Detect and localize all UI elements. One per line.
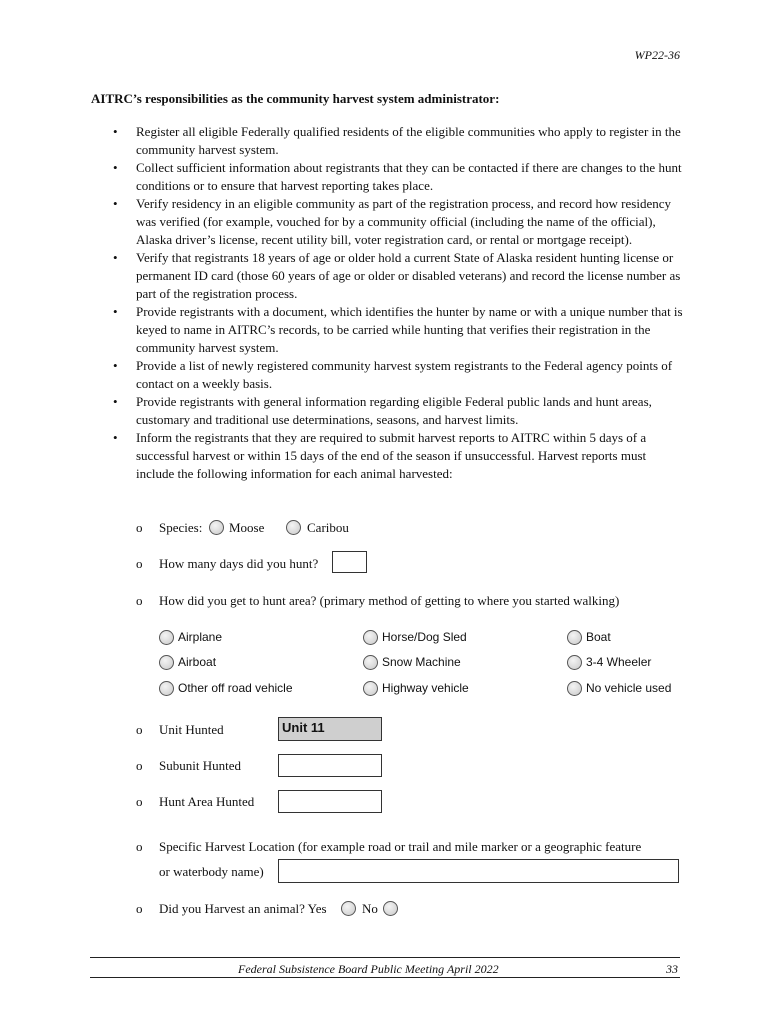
list-item: • Provide registrants with a document, which identifies the hunter by name or with a unique number that is keyed to name in AITRC’s records, to be carried while hunting that verifies their registration in the community harvest system. xyxy=(136,303,684,357)
radio-icon[interactable] xyxy=(567,630,582,645)
location-input[interactable] xyxy=(278,859,679,883)
transport-option-other-off-road[interactable] xyxy=(159,679,293,697)
caribou-radio[interactable] xyxy=(286,520,301,535)
list-item: • Verify residency in an eligible community as part of the registration process, and record how residency was verified (for example, vouched for by a community official (including the name of the official), Alaska driver’s license, recent utility bill, voter registration card, or rental or mortgage receipt). xyxy=(136,195,684,249)
radio-icon[interactable] xyxy=(567,655,582,670)
option-label: Boat xyxy=(586,630,611,644)
transport-option-highway-vehicle[interactable] xyxy=(363,679,469,697)
sub-marker: o xyxy=(136,758,143,773)
transport-option-boat[interactable] xyxy=(567,628,611,646)
unit-input[interactable]: Unit 11 xyxy=(278,717,382,741)
radio-icon[interactable] xyxy=(159,630,174,645)
days-input[interactable] xyxy=(332,551,367,573)
harvested-label: Did you Harvest an animal? Yes xyxy=(159,901,327,916)
days-label: How many days did you hunt? xyxy=(159,556,319,571)
transport-option-snow-machine[interactable] xyxy=(363,653,461,671)
transport-label: How did you get to hunt area? (primary method of getting to where you started walking) xyxy=(159,593,620,608)
option-label: Horse/Dog Sled xyxy=(382,630,467,644)
radio-icon[interactable] xyxy=(363,655,378,670)
species-label: Species: xyxy=(159,520,203,535)
page-number: 33 xyxy=(666,962,678,976)
transport-option-3-4-wheeler[interactable] xyxy=(567,653,651,671)
option-label: Snow Machine xyxy=(382,655,461,669)
transport-option-airplane[interactable] xyxy=(159,628,222,646)
radio-icon[interactable] xyxy=(363,630,378,645)
list-item: • Provide registrants with general information regarding eligible Federal public lands and hunt areas, customary and traditional use determinations, seasons, and harvest limits. xyxy=(136,393,684,429)
list-item: • Register all eligible Federally qualified residents of the eligible communities who apply to register in the community harvest system. xyxy=(136,123,684,159)
sub-marker: o xyxy=(136,520,143,535)
subunit-input[interactable] xyxy=(278,754,382,777)
document-id: WP22-36 xyxy=(634,48,680,62)
sub-marker: o xyxy=(136,839,143,854)
no-label: No xyxy=(362,901,378,916)
list-item: • Provide a list of newly registered community harvest system registrants to the Federal agency points of contact on a weekly basis. xyxy=(136,357,684,393)
transport-option-horse-dog-sled[interactable] xyxy=(363,628,467,646)
sub-marker: o xyxy=(136,593,143,608)
sub-marker: o xyxy=(136,556,143,571)
list-item: • Collect sufficient information about registrants that they can be contacted if there are changes to the hunt conditions or to ensure that harvest reporting takes place. xyxy=(136,159,684,195)
hunt-area-label: Hunt Area Hunted xyxy=(159,794,255,809)
no-radio[interactable] xyxy=(383,901,398,916)
responsibility-list xyxy=(136,123,684,483)
radio-icon[interactable] xyxy=(159,655,174,670)
yes-radio[interactable] xyxy=(341,901,356,916)
unit-label: Unit Hunted xyxy=(159,722,224,737)
sub-marker: o xyxy=(136,722,143,737)
hunt-area-input[interactable] xyxy=(278,790,382,813)
location-label-cont: or waterbody name) xyxy=(159,864,264,879)
radio-icon[interactable] xyxy=(363,681,378,696)
list-item: • Verify that registrants 18 years of age or older hold a current State of Alaska resident hunting license or permanent ID card (those 60 years of age or older or disabled veterans) and record the license number as part of the registration process. xyxy=(136,249,684,303)
footer-divider-bottom xyxy=(90,977,680,978)
option-label: Other off road vehicle xyxy=(178,681,293,695)
radio-icon[interactable] xyxy=(567,681,582,696)
radio-icon[interactable] xyxy=(159,681,174,696)
footer-divider xyxy=(90,957,680,958)
transport-option-airboat[interactable] xyxy=(159,653,216,671)
option-label: No vehicle used xyxy=(586,681,672,695)
option-label: 3-4 Wheeler xyxy=(586,655,652,669)
section-heading: AITRC’s responsibilities as the community harvest system administrator: xyxy=(91,91,500,106)
sub-marker: o xyxy=(136,901,143,916)
transport-option-no-vehicle[interactable] xyxy=(567,679,671,697)
subunit-label: Subunit Hunted xyxy=(159,758,241,773)
footer-text: Federal Subsistence Board Public Meeting April 2022 xyxy=(238,962,499,976)
sub-marker: o xyxy=(136,794,143,809)
caribou-label: Caribou xyxy=(307,520,349,535)
option-label: Highway vehicle xyxy=(382,681,469,695)
option-label: Airplane xyxy=(178,630,223,644)
location-label: Specific Harvest Location (for example road or trail and mile marker or a geographic feature xyxy=(159,839,642,854)
moose-radio[interactable] xyxy=(209,520,224,535)
list-item: • Inform the registrants that they are required to submit harvest reports to AITRC within 5 days of a successful harvest or within 15 days of the end of the season if unsuccessful. Harvest reports must include the following information for each animal harvested: xyxy=(136,429,684,483)
option-label: Airboat xyxy=(178,655,217,669)
moose-label: Moose xyxy=(229,520,265,535)
